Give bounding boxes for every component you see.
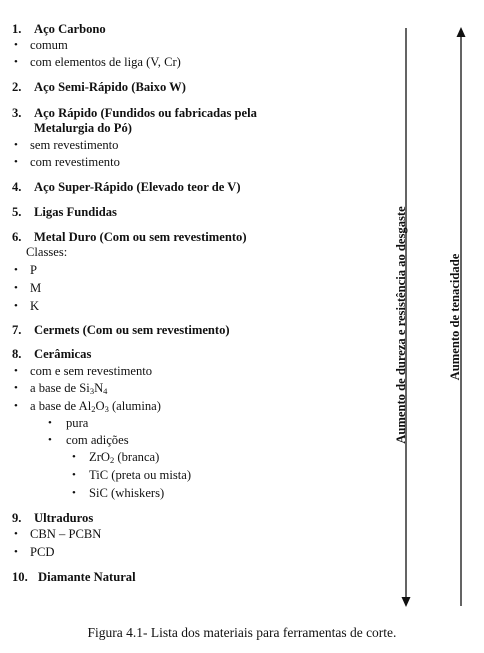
hardness-arrow-label: Aumento de dureza e resistência ao desgaste: [394, 206, 408, 444]
list-item: com elementos de liga (V, Cr): [30, 55, 181, 69]
bullet-icon: •: [48, 417, 52, 429]
list-item: P: [30, 263, 38, 277]
hardness-arrow-head: [402, 597, 411, 607]
list-item: com adições: [66, 433, 129, 447]
list-item: TiC (preta ou mista): [89, 468, 192, 482]
figure-caption: Figura 4.1- Lista dos materiais para ferramentas de corte.: [87, 625, 397, 640]
classes-label: Classes:: [26, 245, 68, 259]
bullet-icon: •: [14, 365, 18, 377]
bullet-icon: •: [14, 139, 18, 151]
list-item: sem revestimento: [30, 138, 119, 152]
item-8-heading: 8. Cerâmicas: [12, 347, 92, 361]
bullet-icon: •: [72, 487, 76, 499]
item-6-heading: 6. Metal Duro (Com ou sem revestimento): [12, 230, 247, 244]
bullet-icon: •: [14, 300, 18, 312]
item-3-heading-cont: Metalurgia do Pó): [34, 121, 132, 135]
list-item: com e sem revestimento: [30, 364, 153, 378]
bullet-icon: •: [14, 56, 18, 68]
list-item: SiC (whiskers): [89, 486, 165, 500]
toughness-arrow-label: Aumento de tenacidade: [448, 253, 462, 381]
list-item: com revestimento: [30, 155, 120, 169]
list-item: comum: [30, 38, 68, 52]
list-item: a base de $Al_2O_3$ (alumina): [30, 399, 161, 414]
list-item: a base de $Si_3N_4$: [30, 381, 108, 396]
item-2-heading: 2. Aço Semi-Rápido (Baixo W): [12, 80, 186, 94]
bullet-icon: •: [14, 156, 18, 168]
list-item: CBN – PCBN: [30, 527, 102, 541]
item-7-heading: 7. Cermets (Com ou sem revestimento): [12, 323, 230, 337]
bullet-icon: •: [72, 451, 76, 463]
item-10-heading: 10. Diamante Natural: [12, 570, 136, 584]
item-5-heading: 5. Ligas Fundidas: [12, 205, 117, 219]
toughness-arrow-head: [457, 27, 466, 37]
list-item: ZrO$_2$ (branca): [89, 450, 160, 465]
bullet-icon: •: [14, 382, 18, 394]
bullet-icon: •: [14, 400, 18, 412]
bullet-icon: •: [72, 469, 76, 481]
list-item: K: [30, 299, 40, 313]
list-item: M: [30, 281, 42, 295]
bullet-icon: •: [14, 282, 18, 294]
item-4-heading: 4. Aço Super-Rápido (Elevado teor de V): [12, 180, 241, 194]
bullet-icon: •: [14, 39, 18, 51]
bullet-icon: •: [14, 264, 18, 276]
list-item: PCD: [30, 545, 55, 559]
bullet-icon: •: [48, 434, 52, 446]
bullet-icon: •: [14, 528, 18, 540]
item-9-heading: 9. Ultraduros: [12, 511, 94, 525]
bullet-icon: •: [14, 546, 18, 558]
item-3-heading: 3. Aço Rápido (Fundidos ou fabricadas pela: [12, 106, 257, 120]
item-1-heading: 1. Aço Carbono: [12, 22, 106, 36]
list-item: pura: [66, 416, 89, 430]
